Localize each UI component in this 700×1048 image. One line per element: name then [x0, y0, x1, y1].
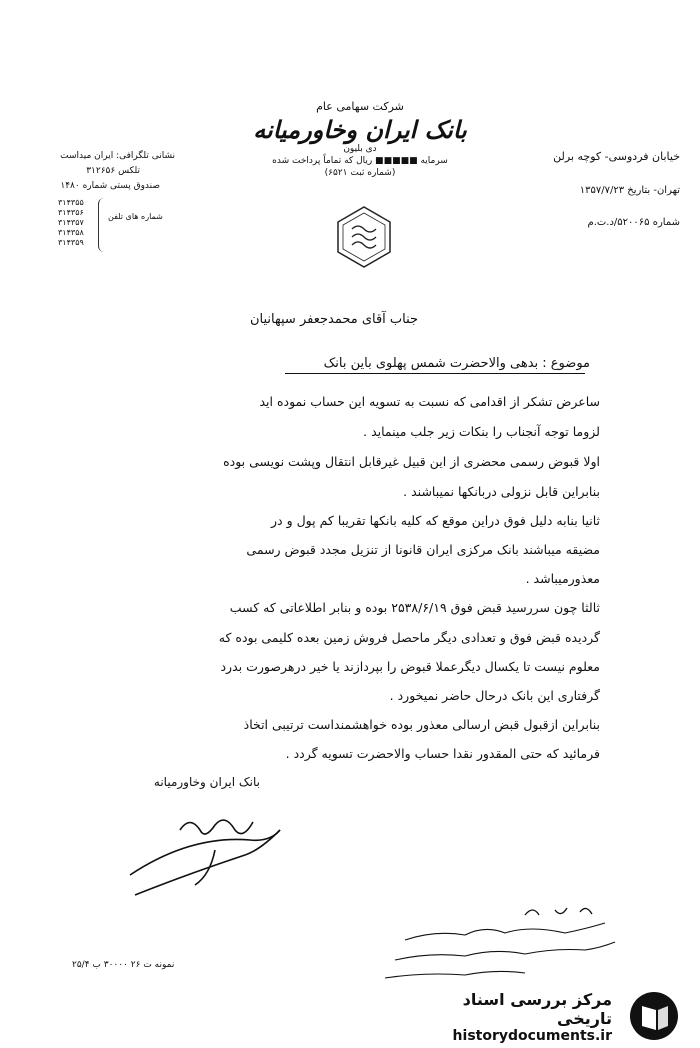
body-line: گرفتاری این بانک درحال حاضر نمیخورد .: [389, 688, 600, 703]
bank-name: بانک ایران وخاورمیانه: [253, 115, 467, 144]
body-line: بنابراین قابل نزولی دربانکها نمیباشند .: [403, 484, 600, 499]
body-line: معلوم نیست تا یکسال دیگرعملا قبوض را بپردازند یا خیر درهرصورت بدرد: [220, 659, 600, 674]
watermark-text: [432, 990, 612, 1044]
closing-signature-block: بانک ایران وخاورمیانه: [153, 775, 260, 789]
registration-number: (شماره ثبت ۶۵۲۱): [324, 168, 396, 178]
body-line: ثالثا چون سررسید قبض فوق ۲۵۳۸/۶/۱۹ بوده و بنابر اطلاعاتی که کسب: [229, 600, 600, 615]
body-line: فرمائید که حتی المقدور نقدا حساب والاحضرت تسویه گردد .: [285, 746, 600, 761]
watermark-url: historydocuments.ir: [452, 1028, 612, 1044]
po-box: صندوق پستی شماره ۱۴۸۰: [60, 181, 160, 191]
form-number: نمونه ت ۲۶ ۳۰۰۰۰ ب ۲۵/۴: [72, 960, 175, 970]
phone-number: ۳۱۴۳۵۹: [58, 238, 84, 247]
telegraph-address: نشانی تلگرافی: ایران میداست: [60, 151, 175, 161]
letterhead-center: [230, 100, 490, 178]
body-line: اولا قبوض رسمی محضری از این قبیل غیرقابل انتقال وپشت نویسی بوده: [223, 454, 600, 469]
letter-date: تهران- بتاریخ ۱۳۵۷/۷/۲۳: [579, 185, 680, 196]
street-address: خیابان فردوسی- کوچه برلن: [553, 150, 680, 163]
brace-divider: [98, 198, 107, 252]
phone-number: ۳۱۴۳۵۵: [58, 198, 84, 207]
body-line: لزوما توجه آنجناب را بنکات زیر جلب مینماید .: [363, 424, 600, 439]
body-line: ثانیا بنابه دلیل فوق دراین موقع که کلیه بانکها تقریبا کم پول و در: [271, 513, 600, 528]
phone-number: ۳۱۴۳۵۸: [58, 228, 84, 237]
phone-number: ۳۱۴۳۵۷: [58, 218, 84, 227]
letter-subject: موضوع : بدهی والاحضرت شمس پهلوی باین بانک: [323, 356, 590, 371]
watermark-logo-icon: [628, 990, 680, 1042]
watermark-title: مرکز بررسی اسناد تاریخی: [462, 990, 612, 1028]
telex-number: تلکس ۳۱۲۶۵۶: [86, 166, 140, 176]
subject-underline: [285, 373, 585, 374]
handwritten-note-icon: [375, 900, 635, 985]
company-type: شرکت سهامی عام: [316, 100, 404, 113]
addressee: جناب آقای محمدجعفر سپهانیان: [250, 312, 419, 327]
bank-subtitle: دی بلیون: [343, 144, 377, 154]
body-line: معذورمیباشد .: [525, 571, 600, 586]
capital-line: سرمایه ■■■■■ ریال که تماماً پرداخت شده: [272, 156, 448, 166]
signature-icon: [120, 800, 290, 910]
body-line: بنابراین ازقبول قبض ارسالی معذور بوده خواهشمنداست ترتیبی اتخاذ: [243, 717, 600, 732]
body-line: مضیقه میباشند بانک مرکزی ایران قانونا از تنزیل مجدد قبوض رسمی: [246, 542, 600, 557]
letter-number: شماره ۵۲۰۰۶۵/د.ت.م: [587, 217, 680, 228]
phone-number: ۳۱۴۳۵۶: [58, 208, 84, 217]
bank-seal-icon: [332, 205, 396, 269]
body-line: ساعرض تشکر از اقدامی که نسبت به تسویه این حساب نموده اید: [259, 394, 600, 409]
body-line: گردیده قبض فوق و تعدادی دیگر ماحصل فروش زمین بعده کلیمی بوده که: [218, 630, 600, 645]
phone-list: [58, 198, 98, 248]
phones-label: شماره های تلفن: [108, 212, 163, 221]
